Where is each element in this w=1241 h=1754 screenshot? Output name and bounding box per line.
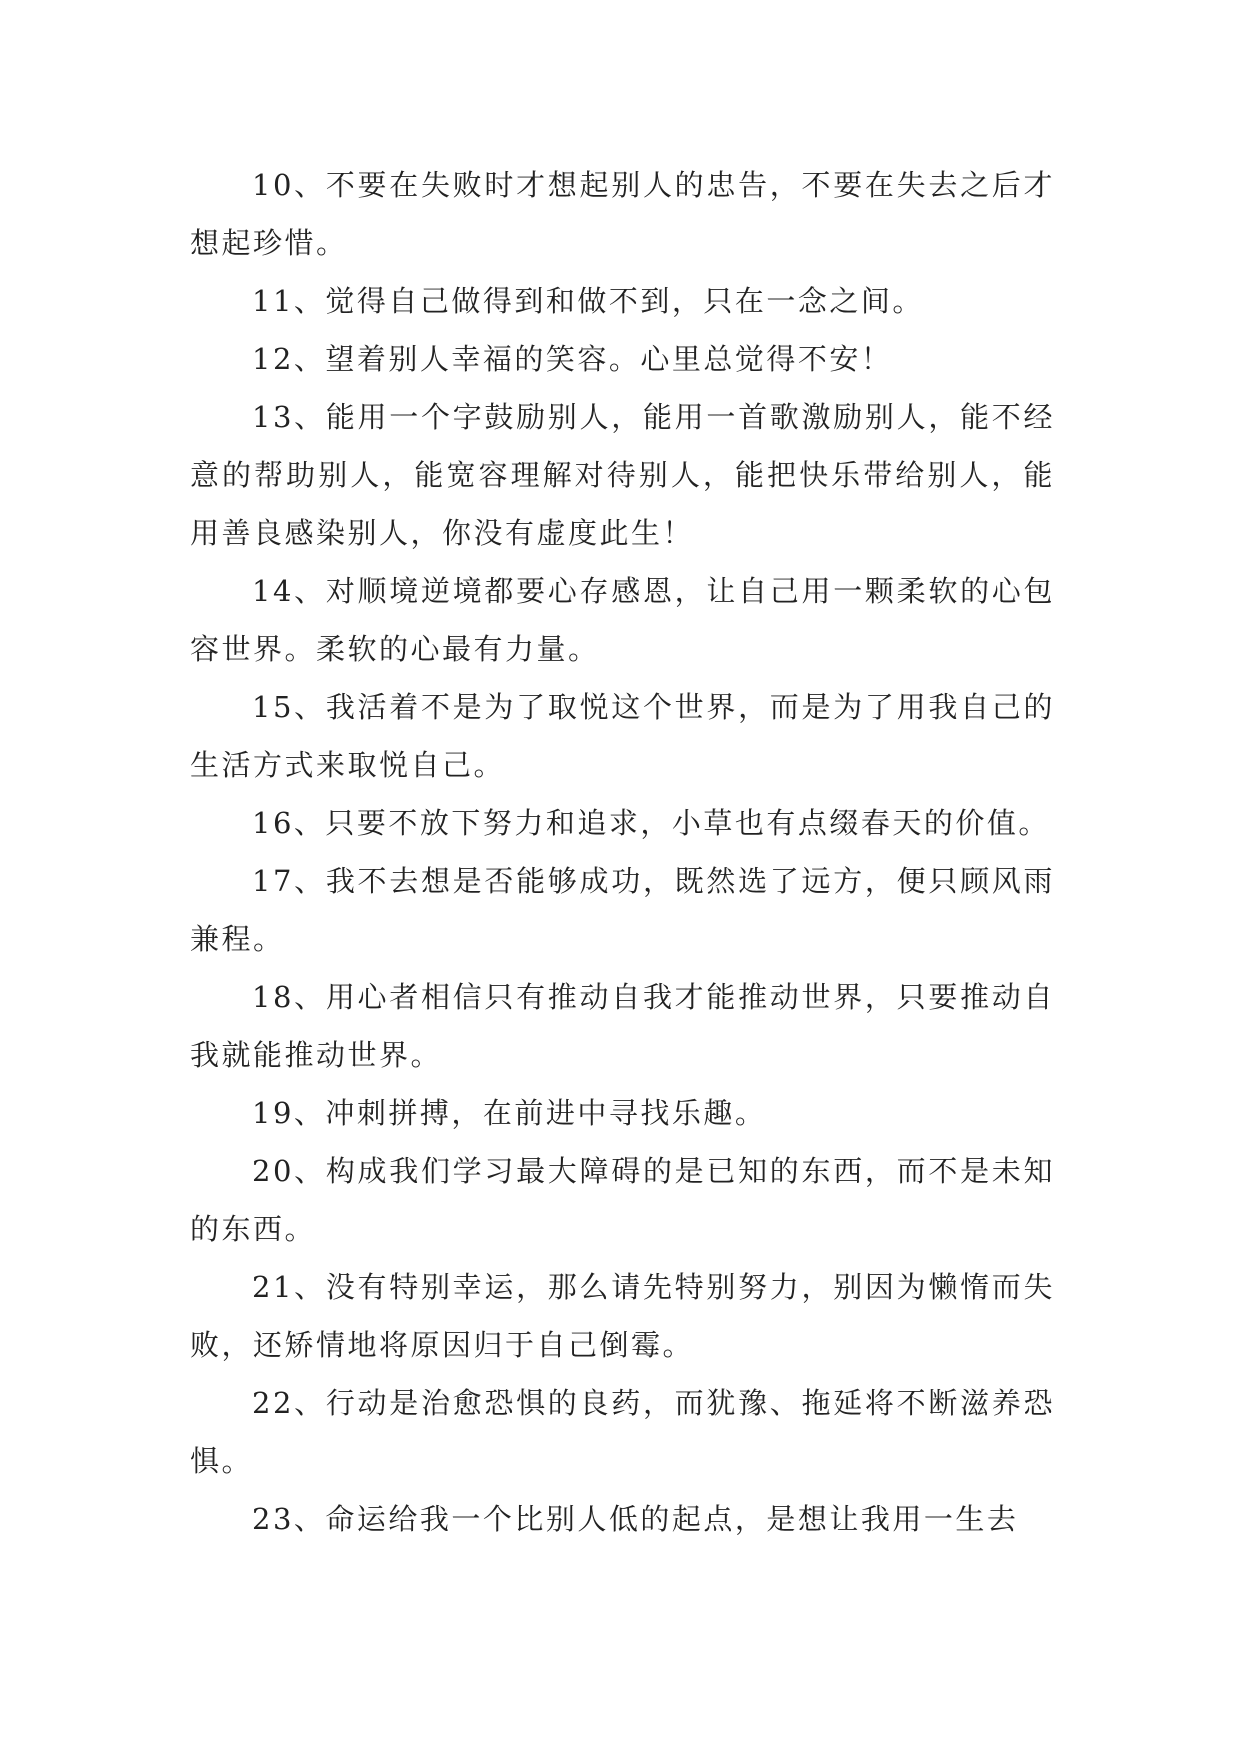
paragraph-19: 19、冲刺拼搏，在前进中寻找乐趣。 xyxy=(252,1096,767,1130)
paragraph-16: 16、只要不放下努力和追求，小草也有点缀春天的价值。 xyxy=(252,806,1050,840)
paragraph-13: 13、能用一个字鼓励别人，能用一首歌激励别人，能不经意的帮助别人，能宽容理解对待别人，能把快乐带给别人，能用善良感染别人，你没有虚度此生！ xyxy=(190,400,1055,550)
paragraph-10: 10、不要在失败时才想起别人的忠告，不要在失去之后才想起珍惜。 xyxy=(190,168,1055,260)
paragraph-12: 12、望着别人幸福的笑容。心里总觉得不安！ xyxy=(252,342,893,376)
paragraph-11: 11、觉得自己做得到和做不到，只在一念之间。 xyxy=(252,284,924,318)
paragraph-18: 18、用心者相信只有推动自我才能推动世界，只要推动自我就能推动世界。 xyxy=(190,980,1055,1072)
paragraph-14: 14、对顺境逆境都要心存感恩，让自己用一颗柔软的心包容世界。柔软的心最有力量。 xyxy=(190,574,1055,666)
paragraph-15: 15、我活着不是为了取悦这个世界，而是为了用我自己的生活方式来取悦自己。 xyxy=(190,690,1055,782)
paragraph-23: 23、命运给我一个比别人低的起点，是想让我用一生去 xyxy=(252,1502,1019,1536)
paragraph-17: 17、我不去想是否能够成功，既然选了远方，便只顾风雨兼程。 xyxy=(190,864,1055,956)
paragraph-22: 22、行动是治愈恐惧的良药，而犹豫、拖延将不断滋养恐惧。 xyxy=(190,1386,1055,1478)
paragraph-20: 20、构成我们学习最大障碍的是已知的东西，而不是未知的东西。 xyxy=(190,1154,1055,1246)
paragraph-21: 21、没有特别幸运，那么请先特别努力，别因为懒惰而失败，还矫情地将原因归于自己倒霉。 xyxy=(190,1270,1055,1362)
document-body xyxy=(190,156,1055,1548)
